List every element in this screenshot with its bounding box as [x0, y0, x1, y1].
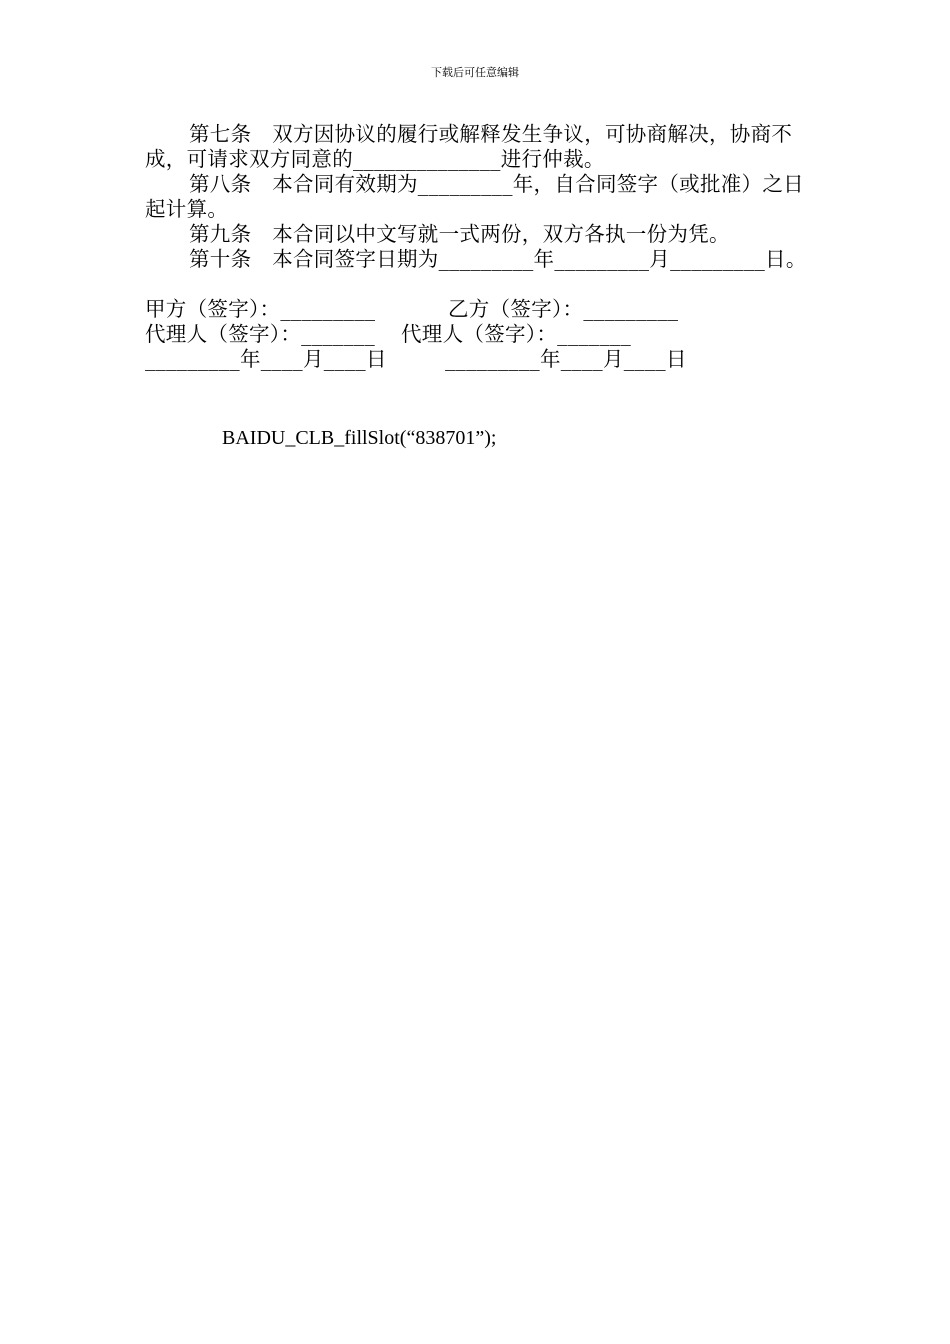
date-b: _________年____月____日 [445, 347, 687, 371]
signature-row-dates [145, 347, 810, 372]
article-10: 第十条 本合同签字日期为_________年_________月_________日。 [189, 247, 807, 271]
document-body [145, 122, 810, 372]
party-a-signature: 甲方（签字）：_________ [145, 297, 376, 321]
article-9: 第九条 本合同以中文写就一式两份，双方各执一份为凭。 [189, 222, 730, 246]
page-header: 下载后可任意编辑 [431, 66, 519, 79]
footer-code: BAIDU_CLB_fillSlot(“838701”); [222, 427, 497, 449]
spacer [145, 272, 810, 297]
agent-a-signature: 代理人（签字）：_______ [145, 322, 375, 346]
signature-row-agents [145, 322, 810, 347]
signature-row-parties [145, 297, 810, 322]
date-a: _________年____月____日 [145, 347, 387, 371]
agent-b-signature: 代理人（签字）：_______ [401, 322, 631, 346]
article-7: 第七条 双方因协议的履行或解释发生争议，可协商解决，协商不成，可请求双方同意的______________进行仲裁。 [145, 122, 793, 171]
article-8: 第八条 本合同有效期为_________年，自合同签字（或批准）之日起计算。 [145, 172, 804, 221]
party-b-signature: 乙方（签字）：_________ [448, 297, 679, 321]
